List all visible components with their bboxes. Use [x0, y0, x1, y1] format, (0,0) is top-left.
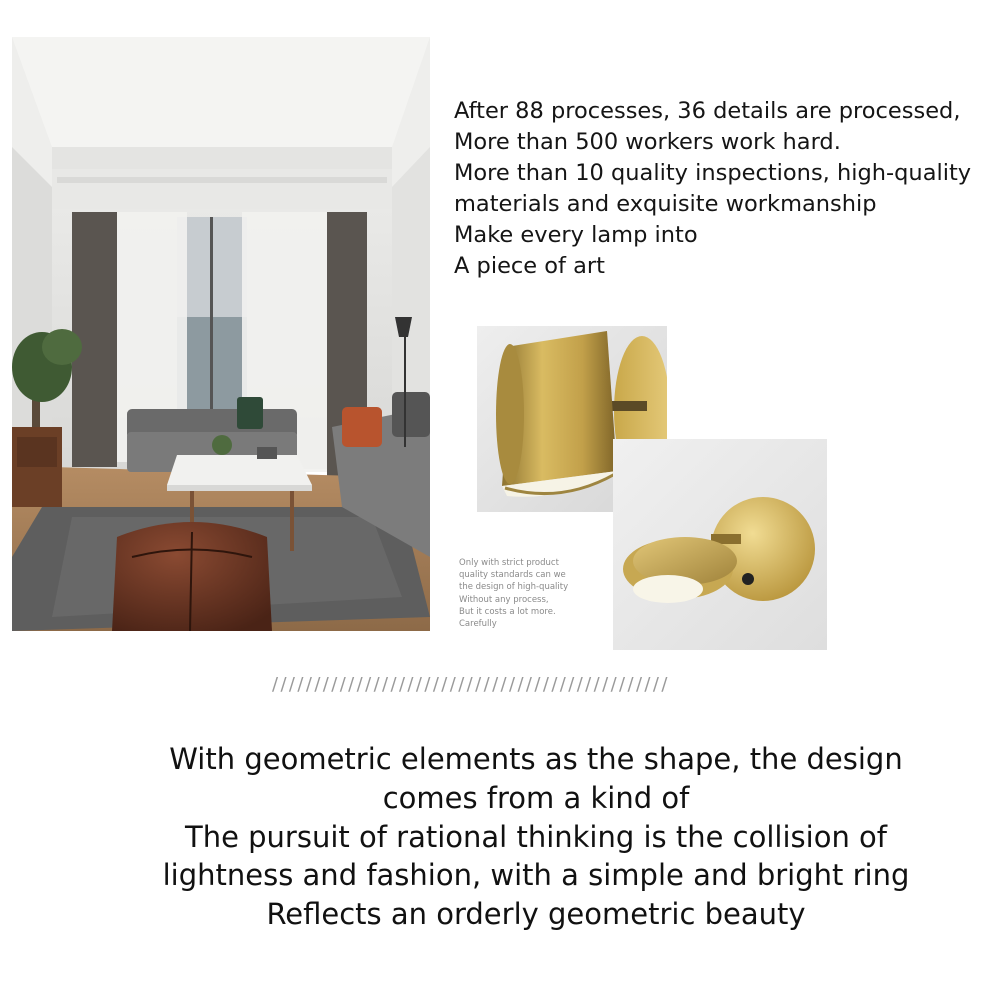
caption-line: Carefully	[459, 619, 497, 630]
intro-paragraph	[454, 96, 994, 282]
quality-caption	[459, 557, 619, 630]
design-line: comes from a kind of	[382, 780, 690, 815]
design-line: lightness and fashion, with a simple and bright ring	[162, 858, 910, 893]
intro-line: More than 10 quality inspections, high-quality	[454, 160, 972, 186]
design-line: With geometric elements as the shape, the design	[169, 742, 903, 776]
caption-line: Only with strict product	[459, 558, 559, 568]
caption-line: But it costs a lot more.	[459, 606, 556, 617]
slash-divider: ///////////////////////////////////////////////	[272, 674, 670, 695]
caption-line: the design of high-quality	[459, 582, 569, 593]
design-line: The pursuit of rational thinking is the collision of	[184, 819, 888, 854]
design-paragraph	[100, 740, 972, 934]
intro-line: A piece of art	[454, 253, 605, 279]
living-room-photo	[12, 37, 430, 631]
intro-line: More than 500 workers work hard.	[454, 129, 841, 155]
caption-line: quality standards can we	[459, 570, 566, 581]
intro-line: materials and exquisite workmanship	[454, 191, 877, 217]
lamp-photo-front-view	[613, 439, 827, 650]
intro-line: After 88 processes, 36 details are processed,	[454, 98, 961, 124]
design-line: Reflects an orderly geometric beauty	[266, 897, 806, 932]
caption-line: Without any process,	[459, 594, 549, 605]
intro-line: Make every lamp into	[454, 222, 698, 248]
